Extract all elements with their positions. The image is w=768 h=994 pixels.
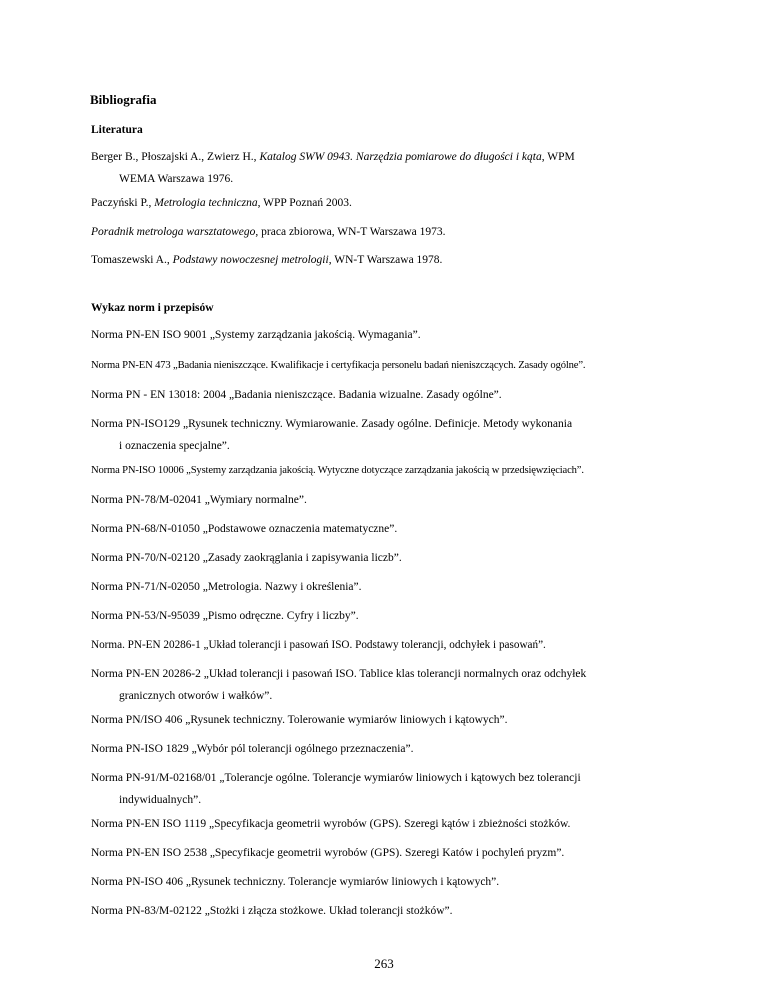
norm-item (91, 767, 677, 811)
literature-authors: Tomaszewski A., (91, 254, 173, 266)
literature-publisher: , WN-T Warszawa 1978. (328, 254, 443, 266)
norm-text: Norma PN-ISO 1829 „Wybór pól tolerancji ogólnego przeznaczenia”. (91, 743, 414, 755)
norm-text: Norma PN-ISO 10006 „Systemy zarządzania jakością. Wytyczne dotyczące zarządzania jakością w przedsięwzięciach”. (91, 465, 584, 476)
norm-text: Norma PN-83/M-02122 „Stożki i złącza stożkowe. Układ tolerancji stożków”. (91, 905, 453, 917)
norm-item (91, 663, 677, 707)
norm-text: Norma PN-EN 20286-2 „Układ tolerancji i pasowań ISO. Tablice klas tolerancji normalnych oraz odchyłek (91, 668, 587, 680)
norm-text: Norma PN-70/N-02120 „Zasady zaokrąglania i zapisywania liczb”. (91, 552, 402, 564)
norm-text: Norma PN-EN ISO 2538 „Specyfikacje geometrii wyrobów (GPS). Szeregi Katów i pochyleń pryzm”. (91, 847, 565, 859)
literature-title: Metrologia techniczna (154, 197, 258, 209)
norm-text: Norma PN-91/M-02168/01 „Tolerancje ogólne. Tolerancje wymiarów liniowych i kątowych bez tolerancji (91, 772, 581, 784)
norm-item (91, 518, 677, 540)
literature-item (91, 146, 677, 190)
literature-item (91, 192, 677, 214)
norm-item (91, 738, 677, 760)
norm-text: Norma PN-68/N-01050 „Podstawowe oznaczenia matematyczne”. (91, 523, 398, 535)
literature-continuation: WEMA Warszawa 1976. (119, 173, 234, 185)
norm-continuation: indywidualnych”. (119, 794, 202, 806)
norm-continuation: granicznych otworów i wałków”. (119, 690, 273, 702)
norm-item (91, 413, 677, 457)
norm-item (91, 547, 677, 569)
norm-item (91, 900, 677, 922)
page-number: 263 (374, 956, 394, 971)
norm-text: Norma PN/ISO 406 „Rysunek techniczny. Tolerowanie wymiarów liniowych i kątowych”. (91, 714, 508, 726)
norm-item (91, 324, 677, 346)
literature-item (91, 249, 677, 271)
norm-item (91, 384, 677, 406)
page-title: Bibliografia (90, 92, 157, 107)
norm-text: Norma PN-78/M-02041 „Wymiary normalne”. (91, 494, 307, 506)
norm-item (91, 813, 677, 835)
norms-heading: Wykaz norm i przepisów (91, 302, 214, 314)
literature-title: Katalog SWW 0943. Narzędzia pomiarowe do długości i kąta (259, 151, 542, 163)
norm-item (91, 605, 677, 627)
norm-item (91, 871, 677, 893)
norm-text: Norma PN - EN 13018: 2004 „Badania nieniszczące. Badania wizualne. Zasady ogólne”. (91, 389, 502, 401)
literature-authors: Paczyński P., (91, 197, 155, 209)
norm-text: Norma PN-ISO 406 „Rysunek techniczny. Tolerancje wymiarów liniowych i kątowych”. (91, 876, 500, 888)
literature-heading: Literatura (91, 124, 143, 136)
literature-publisher: , WPP Poznań 2003. (257, 197, 352, 209)
norm-text: Norma PN-53/N-95039 „Pismo odręczne. Cyfry i liczby”. (91, 610, 359, 622)
norm-item (91, 634, 677, 656)
literature-item (91, 221, 677, 243)
norm-item (91, 489, 677, 511)
literature-authors: Berger B., Płoszajski A., Zwierz H., (91, 151, 260, 163)
norm-text: Norma PN-EN ISO 1119 „Specyfikacja geometrii wyrobów (GPS). Szeregi kątów i zbieżności stożków. (91, 818, 571, 830)
literature-publisher: , praca zbiorowa, WN-T Warszawa 1973. (255, 226, 446, 238)
literature-title: Podstawy nowoczesnej metrologii (172, 254, 329, 266)
norm-item (91, 355, 677, 377)
norm-item (91, 576, 677, 598)
norm-text: Norma PN-ISO129 „Rysunek techniczny. Wymiarowanie. Zasady ogólne. Definicje. Metody wykonania (91, 418, 573, 430)
norm-text: Norma PN-EN ISO 9001 „Systemy zarządzania jakością. Wymagania”. (91, 329, 421, 341)
norm-text: Norma PN-EN 473 „Badania nieniszczące. Kwalifikacje i certyfikacja personelu badań nieniszczących. Zasady ogólne”. (91, 360, 586, 371)
norm-continuation: i oznaczenia specjalne”. (119, 440, 230, 452)
norm-item (91, 709, 677, 731)
literature-publisher: , WPM (541, 151, 575, 163)
norm-text: Norma PN-71/N-02050 „Metrologia. Nazwy i określenia”. (91, 581, 362, 593)
norm-item (91, 842, 677, 864)
norm-item (91, 460, 677, 482)
norm-text: Norma. PN-EN 20286-1 „Układ tolerancji i pasowań ISO. Podstawy tolerancji, odchyłek i pasowań”. (91, 639, 546, 651)
literature-title: Poradnik metrologa warsztatowego (91, 226, 256, 238)
